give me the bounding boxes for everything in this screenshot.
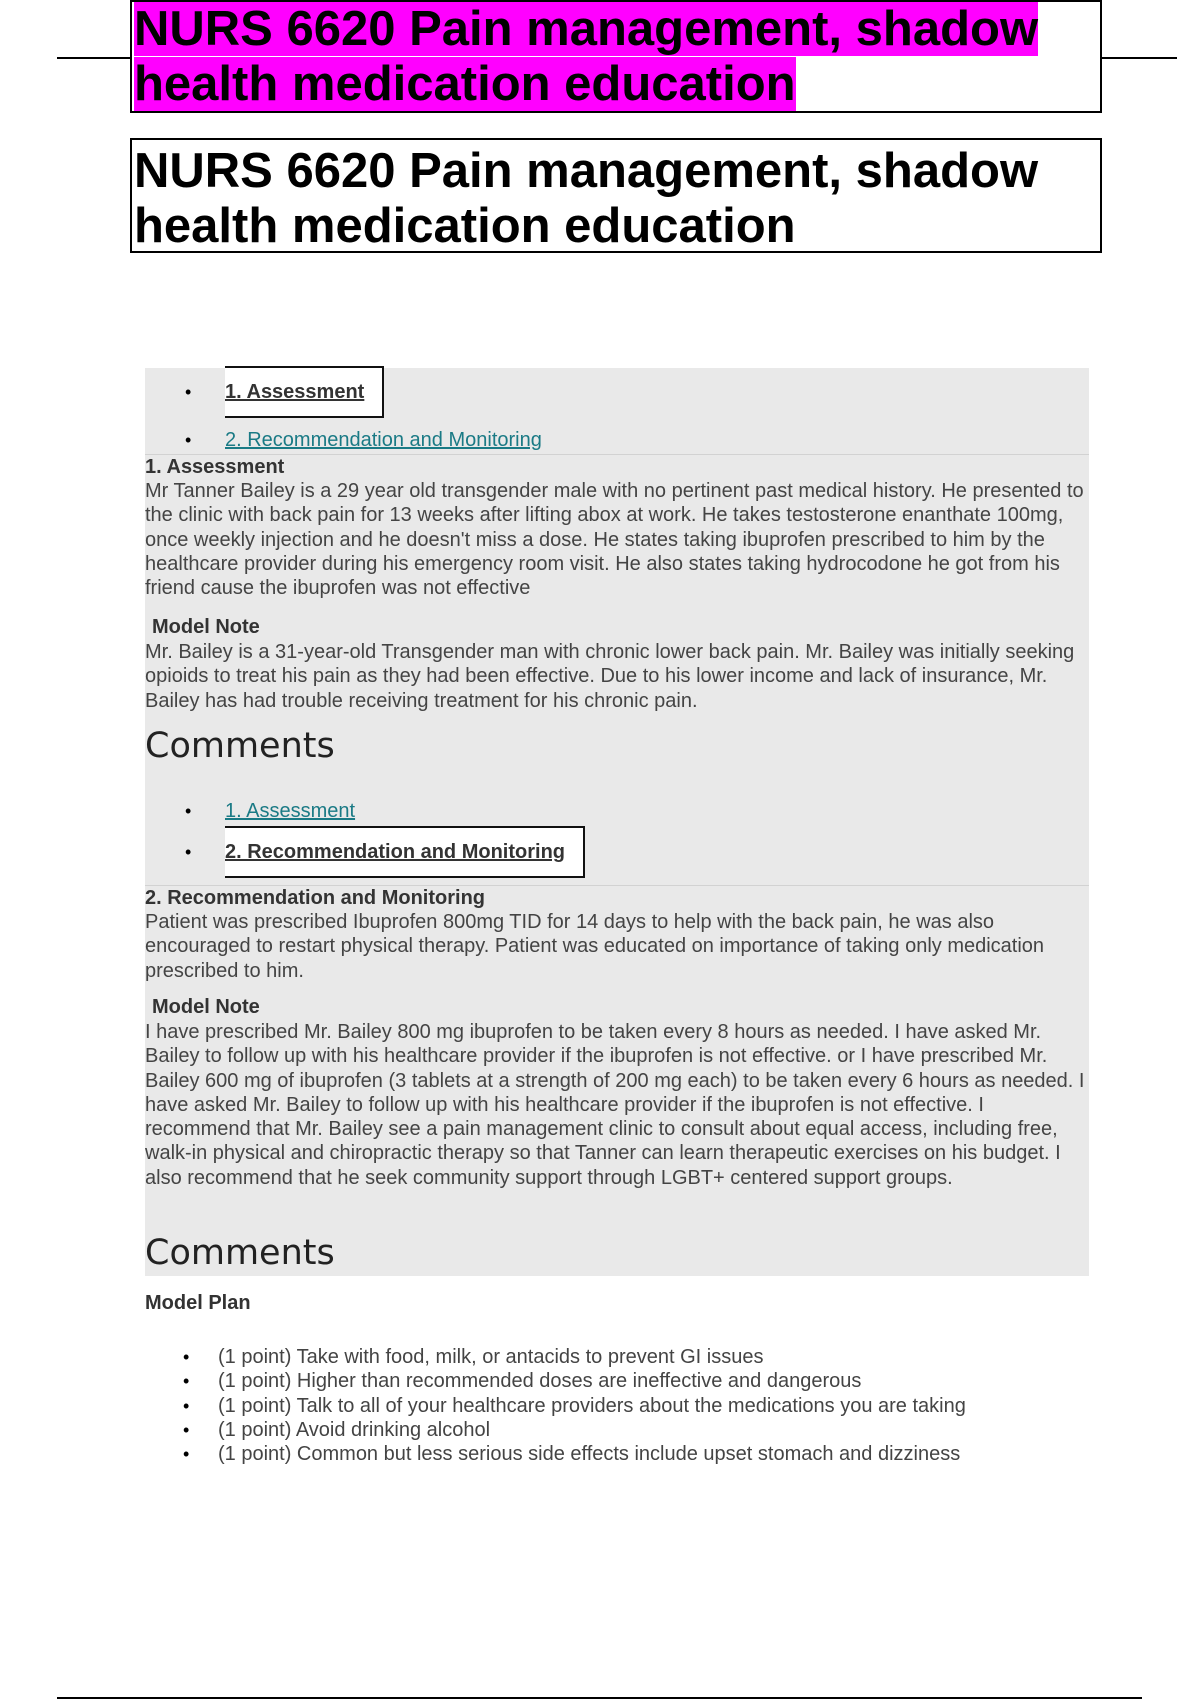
title-line-2: health medication education xyxy=(134,57,796,111)
bullet-icon: • xyxy=(185,801,192,821)
plan-item-text: (1 point) Talk to all of your healthcare providers about the medications you are taking xyxy=(218,1394,966,1417)
assessment-comments-heading: Comments xyxy=(145,726,335,766)
model-plan-heading: Model Plan xyxy=(145,1292,251,1314)
plan-item-text: (1 point) Higher than recommended doses are ineffective and dangerous xyxy=(218,1370,862,1393)
tab-assessment[interactable] xyxy=(185,799,355,823)
tab-assessment-label[interactable]: 1. Assessment xyxy=(225,366,384,418)
list-item xyxy=(183,1345,966,1369)
assessment-heading: 1. Assessment xyxy=(145,456,285,478)
document-title-highlighted xyxy=(134,2,1100,112)
bullet-icon: • xyxy=(183,1371,190,1392)
title-box xyxy=(130,138,1102,253)
list-item xyxy=(183,1394,966,1418)
tab-recommendation[interactable] xyxy=(185,428,542,452)
recommendation-model-note-label: Model Note xyxy=(152,996,260,1018)
title-line-1: NURS 6620 Pain management, shadow xyxy=(134,144,1039,198)
plan-item-text: (1 point) Avoid drinking alcohol xyxy=(218,1418,491,1441)
tab-assessment[interactable] xyxy=(185,366,384,418)
title-box-highlighted xyxy=(130,0,1102,113)
tab-assessment-label[interactable]: 1. Assessment xyxy=(225,800,356,822)
assessment-model-note: Mr. Bailey is a 31-year-old Transgender man with chronic lower back pain. Mr. Bailey was initially seeking opioids to treat his pain as they had been effective. Due to his lower income and lack of insurance, Mr. Bailey has had trouble receiving treatment for his chronic pain. xyxy=(145,641,1075,712)
tab-recommendation-label[interactable]: 2. Recommendation and Monitoring xyxy=(225,826,585,878)
list-item xyxy=(183,1418,966,1442)
recommendation-text: Patient was prescribed Ibuprofen 800mg TID for 14 days to help with the back pain, he was also encouraged to restart physical therapy. Patient was educated on importance of taking only medication prescribed to him. xyxy=(145,911,1045,982)
recommendation-heading: 2. Recommendation and Monitoring xyxy=(145,887,486,909)
title-line-2: health medication education xyxy=(134,199,796,253)
bullet-icon: • xyxy=(183,1347,190,1367)
model-plan-list xyxy=(183,1345,966,1466)
tab-recommendation-label[interactable]: 2. Recommendation and Monitoring xyxy=(225,429,542,451)
recommendation-model-note: I have prescribed Mr. Bailey 800 mg ibuprofen to be taken every 8 hours as needed. I have asked Mr. Bailey to follow up with his healthcare provider if the ibuprofen is not effective. or I have prescribed Mr. Bailey 600 mg of ibuprofen (3 tablets at a strength of 200 mg each) to be taken every 6 hours as needed. I have asked Mr. Bailey to follow up with his healthcare provider if the ibuprofen is not effective. I recommend that Mr. Bailey see a pain management clinic to consult about equal access, including free, walk-in physical and chiropractic therapy so that Tanner can learn therapeutic exercises on his budget. I also recommend that he seek community support through LGBT+ centered support groups. xyxy=(145,1021,1085,1189)
assessment-model-note-label: Model Note xyxy=(152,616,260,638)
list-item xyxy=(183,1442,966,1466)
content-panel xyxy=(145,368,1089,1276)
bullet-icon: • xyxy=(185,382,192,402)
bullet-icon: • xyxy=(183,1419,190,1440)
list-item xyxy=(183,1369,966,1393)
tab-divider xyxy=(145,454,1089,455)
recommendation-comments-heading: Comments xyxy=(145,1233,335,1273)
bullet-icon: • xyxy=(183,1395,190,1416)
bottom-rule xyxy=(57,1697,1142,1699)
plan-item-text: (1 point) Common but less serious side effects include upset stomach and dizziness xyxy=(218,1443,961,1466)
bullet-icon: • xyxy=(183,1444,190,1465)
document-title xyxy=(134,144,1100,254)
bullet-icon: • xyxy=(185,842,192,862)
bullet-icon: • xyxy=(185,430,192,450)
title-line-1: NURS 6620 Pain management, shadow xyxy=(134,2,1039,56)
tab-recommendation[interactable] xyxy=(185,826,585,878)
assessment-text: Mr Tanner Bailey is a 29 year old transgender male with no pertinent past medical history. He presented to the clinic with back pain for 13 weeks after lifting abox at work. He takes testosterone enanthate 100mg, once weekly injection and he doesn't miss a dose. He states taking ibuprofen prescribed to him by the healthcare provider during his emergency room visit. He also states taking hydrocodone he got from his friend cause the ibuprofen was not effective xyxy=(145,480,1084,600)
plan-item-text: (1 point) Take with food, milk, or antacids to prevent GI issues xyxy=(218,1346,764,1368)
